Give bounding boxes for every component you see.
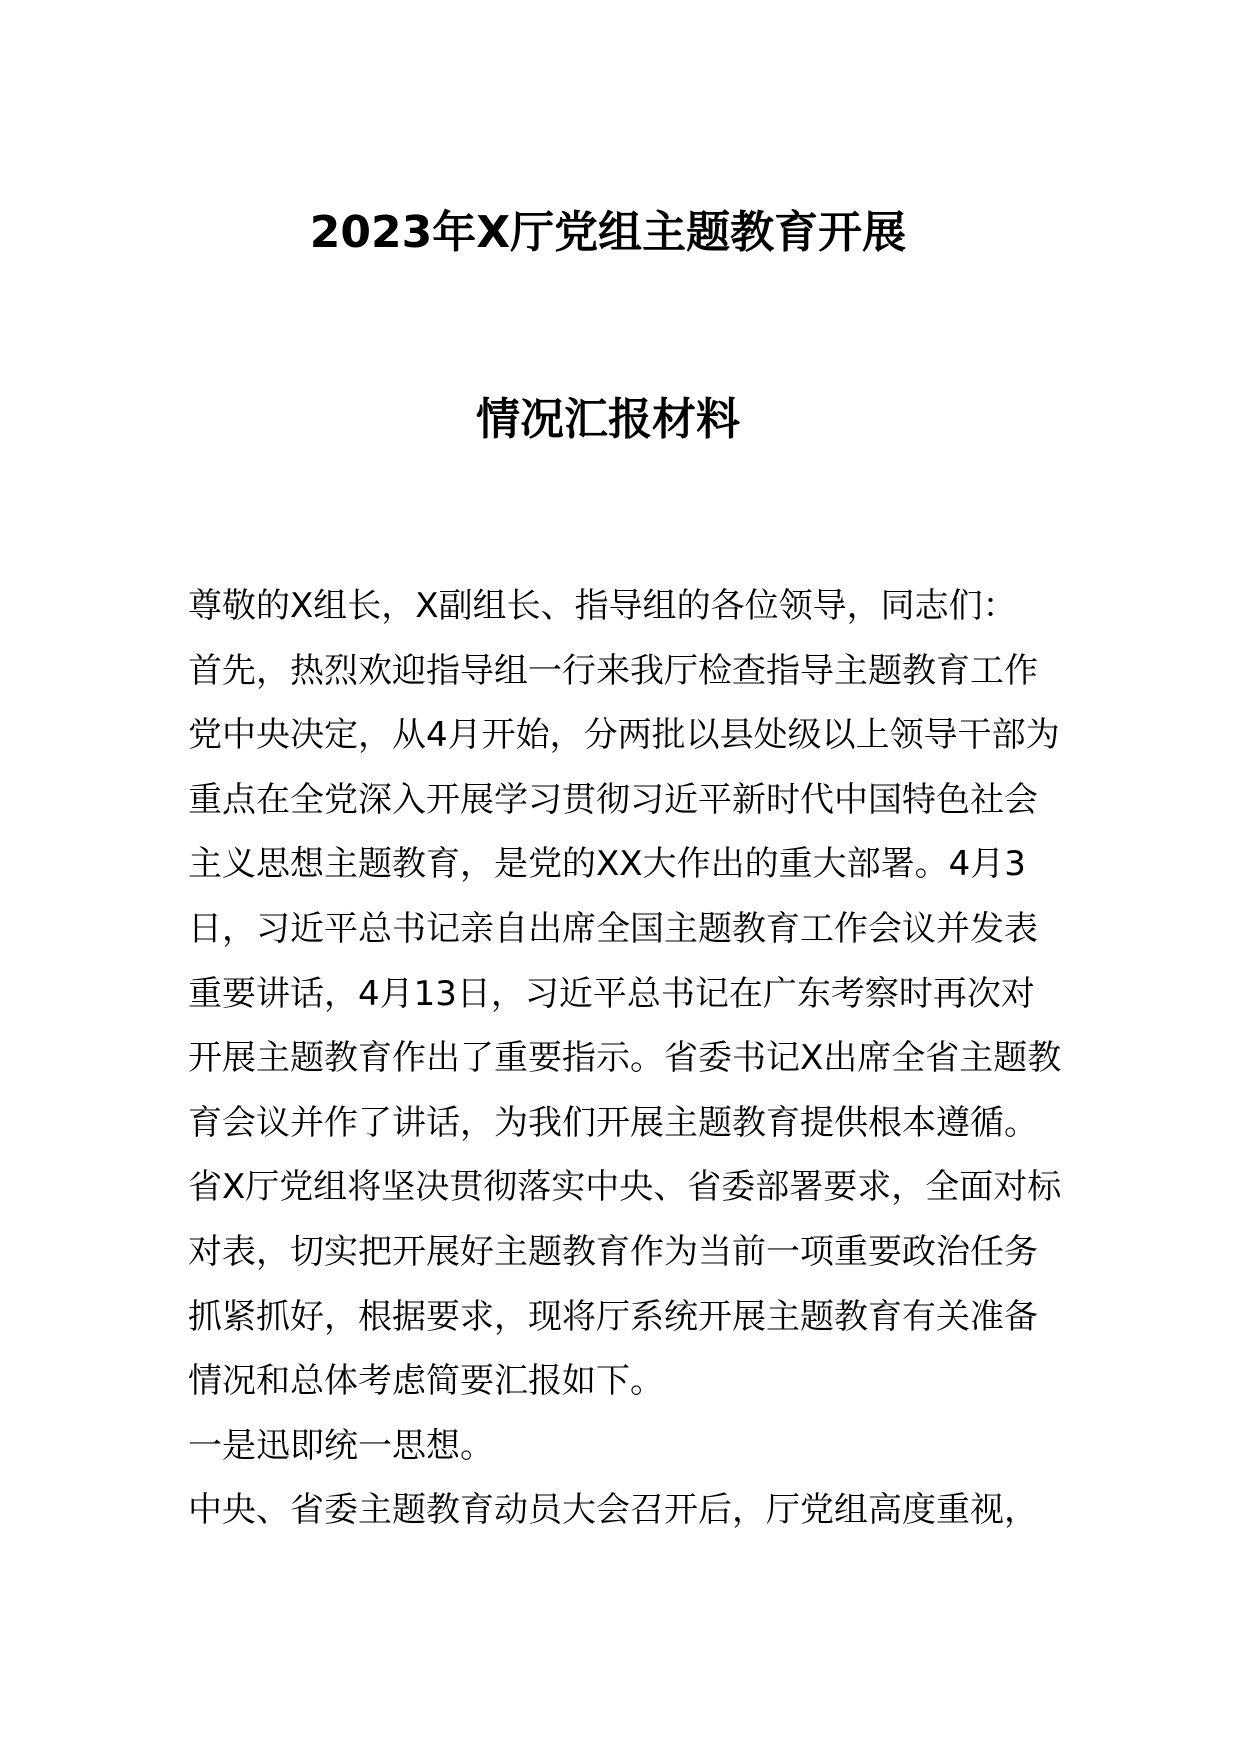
body-line: 重要讲话，4月13日，习近平总书记在广东考察时再次对 bbox=[188, 973, 1035, 1014]
body-line: 开展主题教育作出了重要指示。省委书记X出席全省主题教 bbox=[188, 1038, 1062, 1079]
document-title-line-1: 2023年X厅党组主题教育开展 bbox=[309, 207, 907, 258]
body-line: 日，习近平总书记亲自出席全国主题教育工作会议并发表 bbox=[188, 908, 1038, 949]
body-line: 首先，热烈欢迎指导组一行来我厅检查指导主题教育工作 bbox=[188, 650, 1038, 691]
document-title-line-2: 情况汇报材料 bbox=[476, 394, 740, 445]
body-line: 尊敬的X组长，X副组长、指导组的各位领导，同志们： bbox=[188, 586, 1017, 626]
body-line: 党中央决定，从4月开始，分两批以县处级以上领导干部为 bbox=[188, 715, 1060, 756]
body-line: 对表，切实把开展好主题教育作为当前一项重要政治任务 bbox=[188, 1231, 1038, 1272]
document-body bbox=[188, 574, 1068, 1543]
body-line: 育会议并作了讲话，为我们开展主题教育提供根本遵循。 bbox=[188, 1102, 1038, 1143]
body-line: 中央、省委主题教育动员大会召开后，厅党组高度重视， bbox=[188, 1490, 1038, 1531]
body-line: 主义思想主题教育，是党的XX大作出的重大部署。4月3 bbox=[188, 844, 1026, 885]
body-line: 抓紧抓好，根据要求，现将厅系统开展主题教育有关准备 bbox=[188, 1296, 1038, 1337]
section-heading: 一是迅即统一思想。 bbox=[188, 1425, 494, 1466]
body-line: 省X厅党组将坚决贯彻落实中央、省委部署要求，全面对标 bbox=[188, 1167, 1062, 1208]
body-line: 重点在全党深入开展学习贯彻习近平新时代中国特色社会 bbox=[188, 779, 1038, 820]
body-line: 情况和总体考虑简要汇报如下。 bbox=[188, 1361, 664, 1402]
